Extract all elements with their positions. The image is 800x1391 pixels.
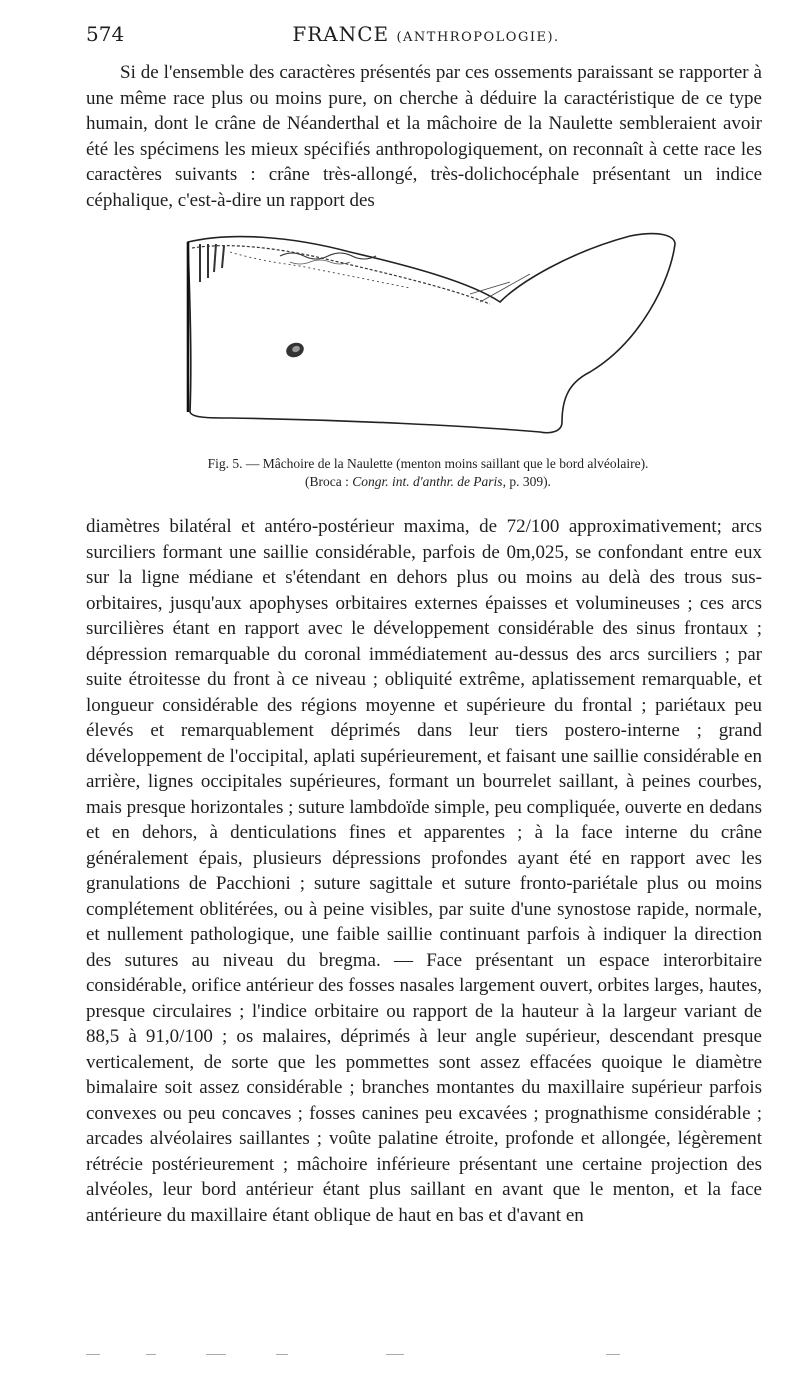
- running-subtitle: (ANTHROPOLOGIE).: [396, 30, 560, 45]
- caption-source-prefix: (Broca :: [305, 474, 353, 489]
- paragraph-top: [86, 60, 762, 213]
- paragraph-main-text: diamètres bilatéral et antéro-postérieur maxima, de 72/100 approximativement; arcs surciliers formant une saillie considérable, parfois de 0m,025, se confondant entre eux sur la ligne médiane et s'étendant en dehors plus ou moins au delà des trous sus-orbitaires, jusqu'aux apophyses orbitaires externes épaisses et volumineuses ; ces arcs surcilières étant en rapport avec le développement considérable des sinus frontaux ; dépression remarquable du coronal immédiatement au-dessus des arcs surciliers ; par suite étroitesse du front à ce niveau ; obliquité extrême, aplatissement remarquable, et longueur considérable des régions moyenne et supérieure du frontal ; pariétaux peu élevés et remarquablement déprimés dans leur tiers postero-interne ; grand développement de l'occipital, aplati supérieurement, et faisant une saillie considérable en arrière, lignes occipitales supérieures, formant un bourrelet saillant, à peines courbes, mais presque horizontales ; suture lambdoïde simple, peu compliquée, ouverte en dedans et en dehors, à denticulations fines et apparentes ; à la face interne du crâne généralement épais, plusieurs dépressions profondes ayant été en rapport avec les granulations de Pacchioni ; suture sagittale et suture fronto-pariétale plus ou moins complétement oblitérées, ou à peine visibles, par suite d'une synostose rapide, normale, et nullement pathologique, une faible saillie continuant parfois à indiquer la direction des sutures au niveau du bregma. — Face présentant un espace interorbitaire considérable, orifice antérieur des fosses nasales largement ouvert, orbites larges, hautes, presque circulaires ; l'indice orbitaire ou rapport de la hauteur à la largeur variant de 88,5 à 91,0/100 ; os malaires, déprimés à leur angle supérieur, descendant presque verticalement, de sorte que les pommettes sont assez effacées quoique le diamètre bimalaire soit assez considérable ; branches montantes du maxillaire supérieur parfois convexes ou peu concaves ; fosses canines peu excavées ; prognathisme considérable ; arcades alvéolaires saillantes ; voûte palatine étroite, profonde et allongée, légèrement rétrécie postérieurement ; mâchoire inférieure présentant une certaine projection des alvéoles, leur bord antérieur étant plus saillant en avant que le menton, et la face antérieure du maxillaire étant oblique de haut en bas et d'avant en: [86, 516, 762, 1226]
- page-number: 574: [86, 22, 125, 46]
- running-head: [86, 22, 766, 46]
- jawbone-engraving-icon: [170, 222, 760, 462]
- page-header: [86, 22, 766, 50]
- figure-caption-line1: Fig. 5. — Mâchoire de la Naulette (menton moins saillant que le bord alvéolaire).: [207, 456, 649, 471]
- page-bottom-marks: [86, 1354, 762, 1360]
- figure-jawbone: [170, 222, 760, 462]
- paragraph-top-text: Si de l'ensemble des caractères présentés par ces ossements paraissant se rapporter à une même race plus ou moins pure, on cherche à déduire la caractéristique de ce type humain, dont le crâne de Néanderthal et la mâchoire de la Naulette sembleraient avoir été les spécimens les mieux spécifiés anthropologiquement, on reconnaît à cette race les caractères suivants : crâne très-allongé, très-dolichocéphale présentant un indice céphalique, c'est-à-dire un rapport des: [86, 62, 762, 211]
- running-title: FRANCE: [292, 22, 390, 46]
- figure-caption-line2: [90, 474, 766, 490]
- caption-source-suffix: , p. 309).: [502, 474, 551, 489]
- caption-source-title: Congr. int. d'anthr. de Paris: [352, 474, 503, 489]
- paragraph-main: [86, 514, 762, 1228]
